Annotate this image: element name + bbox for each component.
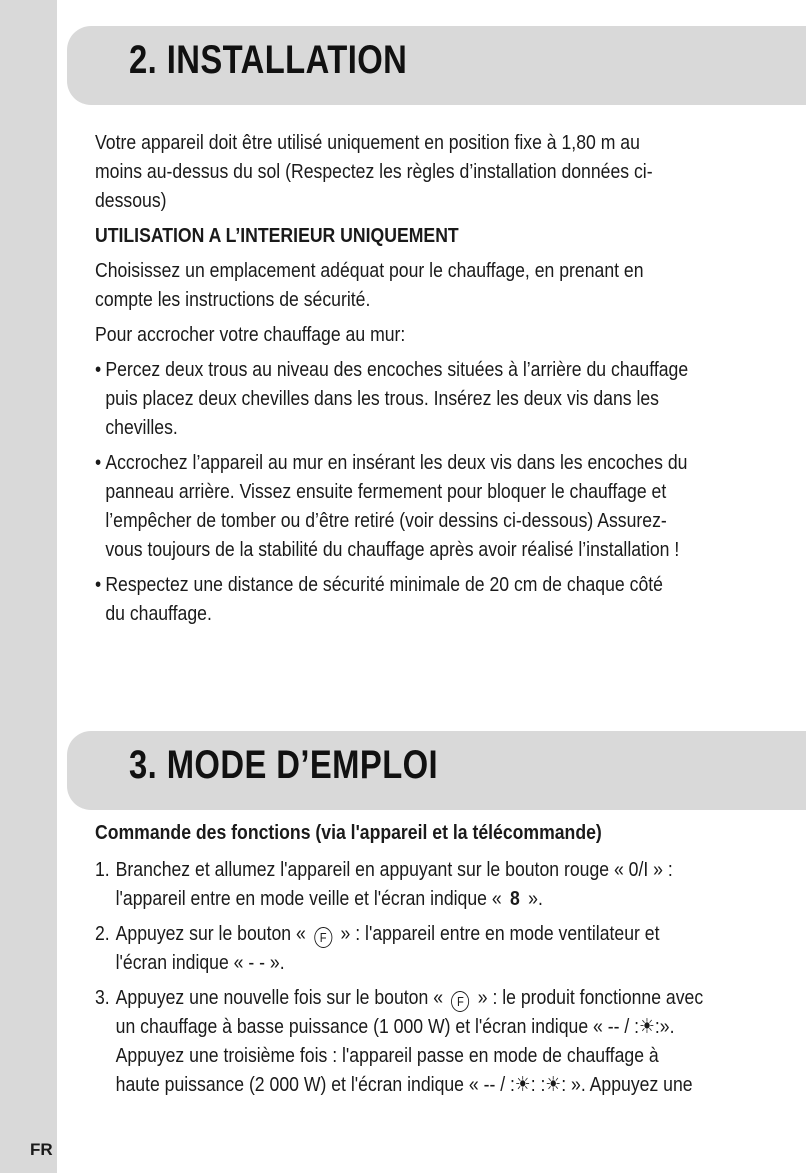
- bullet-line: chevilles.: [105, 416, 178, 439]
- fan-button-icon: F: [451, 991, 469, 1012]
- step-number: 2.: [95, 922, 110, 945]
- mode-body: [95, 818, 735, 1099]
- step-item: [95, 855, 735, 913]
- indoor-heading: UTILISATION A L’INTERIEUR UNIQUEMENT: [95, 224, 459, 247]
- intro-line: moins au-dessus du sol (Respectez les règles d’installation données ci-: [95, 160, 653, 183]
- page-margin: [57, 0, 87, 1040]
- mode-subheading: Commande des fonctions (via l'appareil et la télécommande): [95, 821, 602, 844]
- step-text: » : le produit fonctionne avec: [477, 986, 704, 1009]
- bullet-line: panneau arrière. Vissez ensuite fermement pour bloquer le chauffage et: [105, 480, 667, 503]
- bullet-marker: •: [95, 451, 102, 474]
- bullet-line: puis placez deux chevilles dans les trous. Insérez les deux vis dans les: [105, 387, 659, 410]
- mode-header: [67, 731, 806, 810]
- step-line: [116, 884, 735, 913]
- step-text: Appuyez sur le bouton «: [115, 922, 306, 945]
- step-item: [95, 919, 735, 977]
- display-digit: 8: [510, 887, 520, 910]
- step-number: 1.: [95, 858, 110, 881]
- step-line: [116, 919, 735, 948]
- language-label: FR: [30, 1140, 53, 1159]
- bullet-line: du chauffage.: [105, 602, 212, 625]
- step-line: Appuyez une troisième fois : l'appareil passe en mode de chauffage à: [115, 1044, 659, 1067]
- bullet-marker: •: [95, 573, 102, 596]
- bullet-line: Percez deux trous au niveau des encoches situées à l’arrière du chauffage: [105, 358, 689, 381]
- bullet-line: Accrochez l’appareil au mur en insérant les deux vis dans les encoches du: [105, 451, 688, 474]
- installation-header: [67, 26, 806, 105]
- bullet-line: Respectez une distance de sécurité minimale de 20 cm de chaque côté: [105, 573, 663, 596]
- step-line: un chauffage à basse puissance (1 000 W) et l'écran indique « -- / :☀:».: [115, 1015, 675, 1038]
- installation-title: 2. INSTALLATION: [129, 38, 408, 82]
- side-language-tab: [0, 0, 57, 1173]
- bullet-line: vous toujours de la stabilité du chauffage après avoir réalisé l’installation !: [105, 538, 680, 561]
- step-item: [95, 983, 735, 1099]
- choose-line: Choisissez un emplacement adéquat pour le chauffage, en prenant en: [95, 259, 644, 282]
- intro-line: dessous): [95, 189, 167, 212]
- bullet-marker: •: [95, 358, 102, 381]
- step-line: haute puissance (2 000 W) et l'écran indique « -- / :☀: :☀: ». Appuyez une: [115, 1073, 693, 1096]
- bullet-item: [95, 570, 735, 628]
- fan-button-icon: F: [314, 927, 332, 948]
- bullet-item: [95, 355, 735, 442]
- step-text: » : l'appareil entre en mode ventilateur et: [340, 922, 660, 945]
- step-line: l'écran indique « - - ».: [115, 951, 285, 974]
- step-line: Branchez et allumez l'appareil en appuyant sur le bouton rouge « 0/I » :: [115, 858, 673, 881]
- choose-line: compte les instructions de sécurité.: [95, 288, 371, 311]
- wall-intro: Pour accrocher votre chauffage au mur:: [95, 323, 406, 346]
- bullet-item: [95, 448, 735, 564]
- step-line: [116, 983, 735, 1012]
- step-text: Appuyez une nouvelle fois sur le bouton «: [115, 986, 444, 1009]
- installation-body: [95, 128, 735, 628]
- bullet-line: l’empêcher de tomber ou d’être retiré (voir dessins ci-dessous) Assurez-: [105, 509, 667, 532]
- step-text: l'appareil entre en mode veille et l'écran indique «: [115, 887, 502, 910]
- step-number: 3.: [95, 986, 110, 1009]
- intro-line: Votre appareil doit être utilisé uniquement en position fixe à 1,80 m au: [95, 131, 640, 154]
- mode-title: 3. MODE D’EMPLOI: [129, 743, 439, 787]
- step-text: ».: [528, 887, 543, 910]
